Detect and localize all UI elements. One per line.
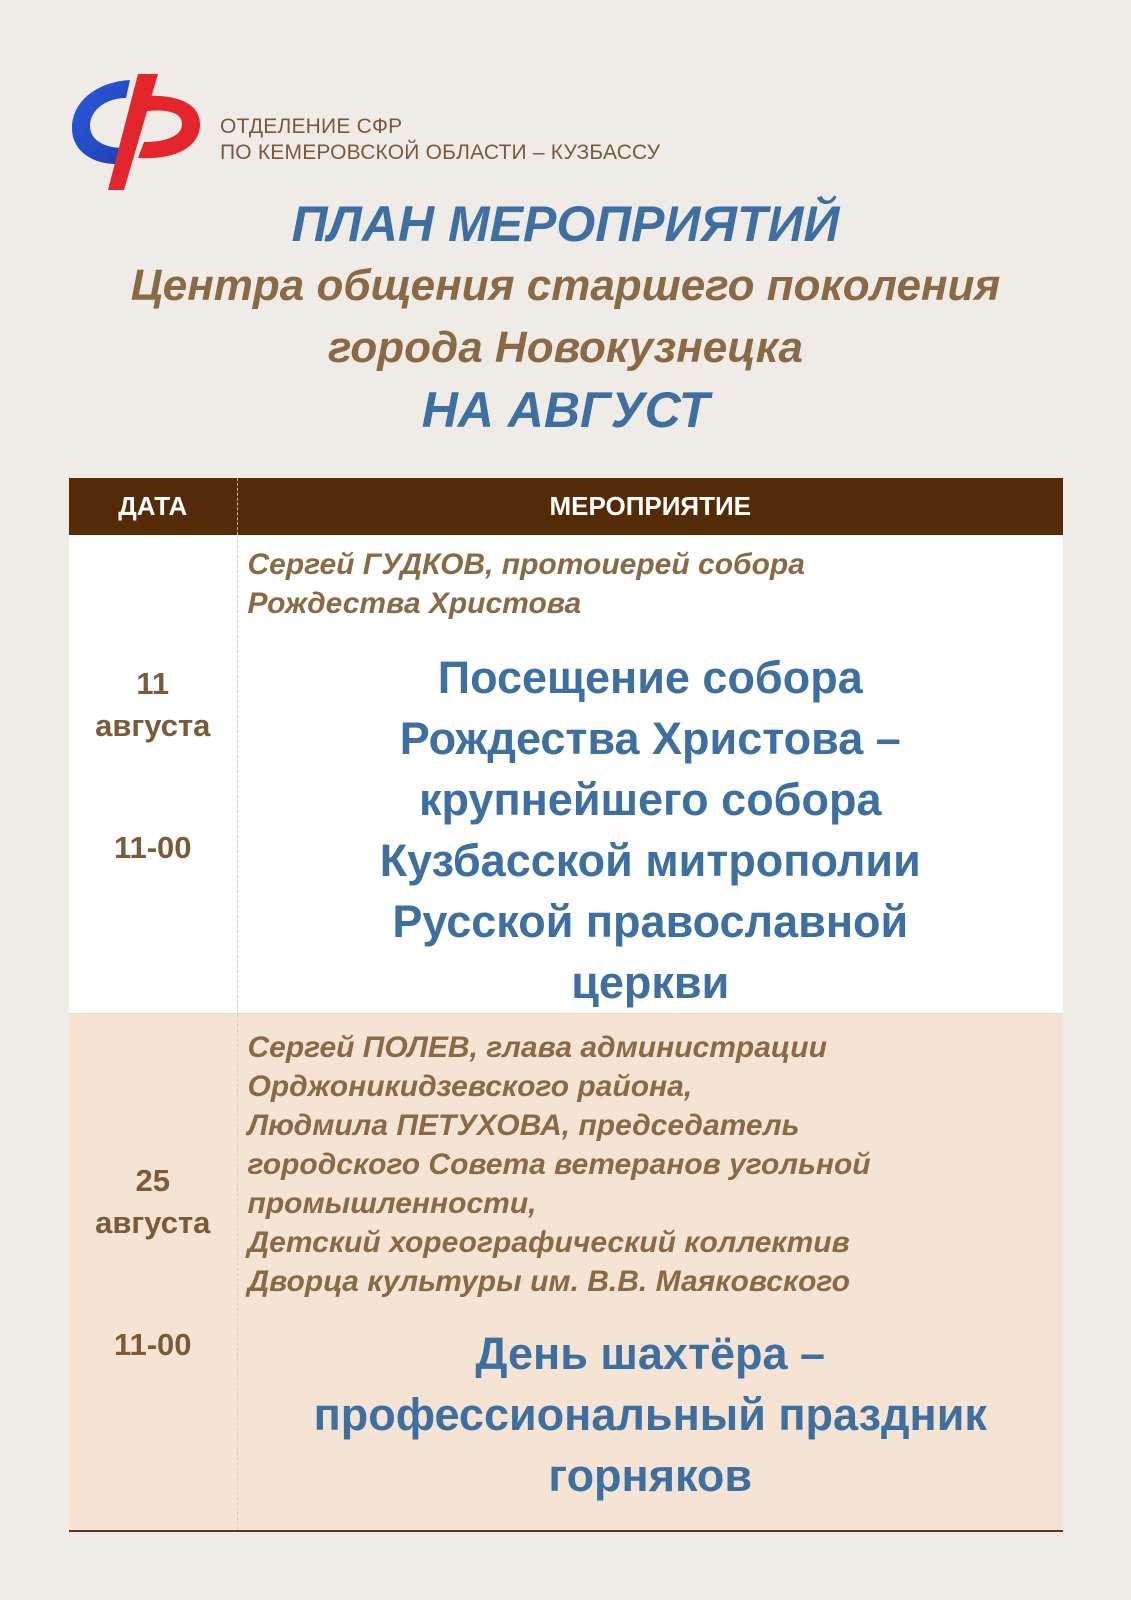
event-cell xyxy=(237,535,1063,1014)
event-title-line: День шахтёра – xyxy=(475,1328,826,1379)
event-title-line: Посещение собора xyxy=(437,652,863,703)
title-line-3: города Новокузнецка xyxy=(328,323,803,372)
event-title xyxy=(238,647,1064,1013)
page-title xyxy=(0,193,1131,441)
event-title-line: горняков xyxy=(548,1450,753,1501)
speaker-line: Людмила ПЕТУХОВА, председатель xyxy=(247,1109,800,1142)
speaker-line: промышленности, xyxy=(247,1187,537,1220)
event-month: августа xyxy=(95,1205,211,1240)
speaker-line: Дворца культуры им. В.В. Маяковского xyxy=(247,1265,851,1298)
speaker-line: Рождества Христова xyxy=(247,587,582,620)
speaker-line: Сергей ПОЛЕВ, глава администрации xyxy=(247,1031,827,1064)
date-cell xyxy=(69,1014,237,1532)
event-title-line: профессиональный праздник xyxy=(313,1389,987,1440)
event-title-line: Рождества Христова – xyxy=(399,713,901,764)
table-header-row xyxy=(69,478,1063,535)
org-line-2: ПО КЕМЕРОВСКОЙ ОБЛАСТИ – КУЗБАССУ xyxy=(220,141,661,164)
event-title-line: церкви xyxy=(571,957,730,1008)
sfr-logo xyxy=(66,68,206,190)
title-line-1: ПЛАН МЕРОПРИЯТИЙ xyxy=(291,196,840,252)
table-row xyxy=(69,1014,1063,1532)
date-cell xyxy=(69,535,237,1014)
event-title-line: Кузбасской митрополии xyxy=(379,835,921,886)
speaker-line: Сергей ГУДКОВ, протоиерей собора xyxy=(247,548,805,581)
speaker-line: городского Совета ветеранов угольной xyxy=(247,1148,871,1181)
speakers xyxy=(238,1014,1064,1301)
events-table xyxy=(69,478,1063,1532)
speaker-line: Орджоникидзевского района, xyxy=(247,1070,693,1103)
event-cell xyxy=(237,1014,1063,1532)
table-row xyxy=(69,535,1063,1014)
title-line-2: Центра общения старшего поколения xyxy=(130,261,1001,310)
speakers xyxy=(238,535,1064,623)
event-day: 25 xyxy=(135,1163,170,1198)
event-title-line: крупнейшего собора xyxy=(419,774,882,825)
speaker-line: Детский хореографический коллектив xyxy=(247,1226,850,1259)
organization-name xyxy=(220,114,660,166)
event-title-line: Русской православной xyxy=(392,896,909,947)
event-day: 11 xyxy=(136,666,170,701)
column-header-date: ДАТА xyxy=(69,478,237,535)
org-line-1: ОТДЕЛЕНИЕ СФР xyxy=(220,115,403,138)
title-line-4: НА АВГУСТ xyxy=(421,382,710,438)
event-time: 11-00 xyxy=(113,830,192,865)
event-time: 11-00 xyxy=(113,1327,192,1362)
column-header-event: МЕРОПРИЯТИЕ xyxy=(237,478,1063,535)
event-month: августа xyxy=(95,708,211,743)
event-title xyxy=(238,1323,1064,1506)
